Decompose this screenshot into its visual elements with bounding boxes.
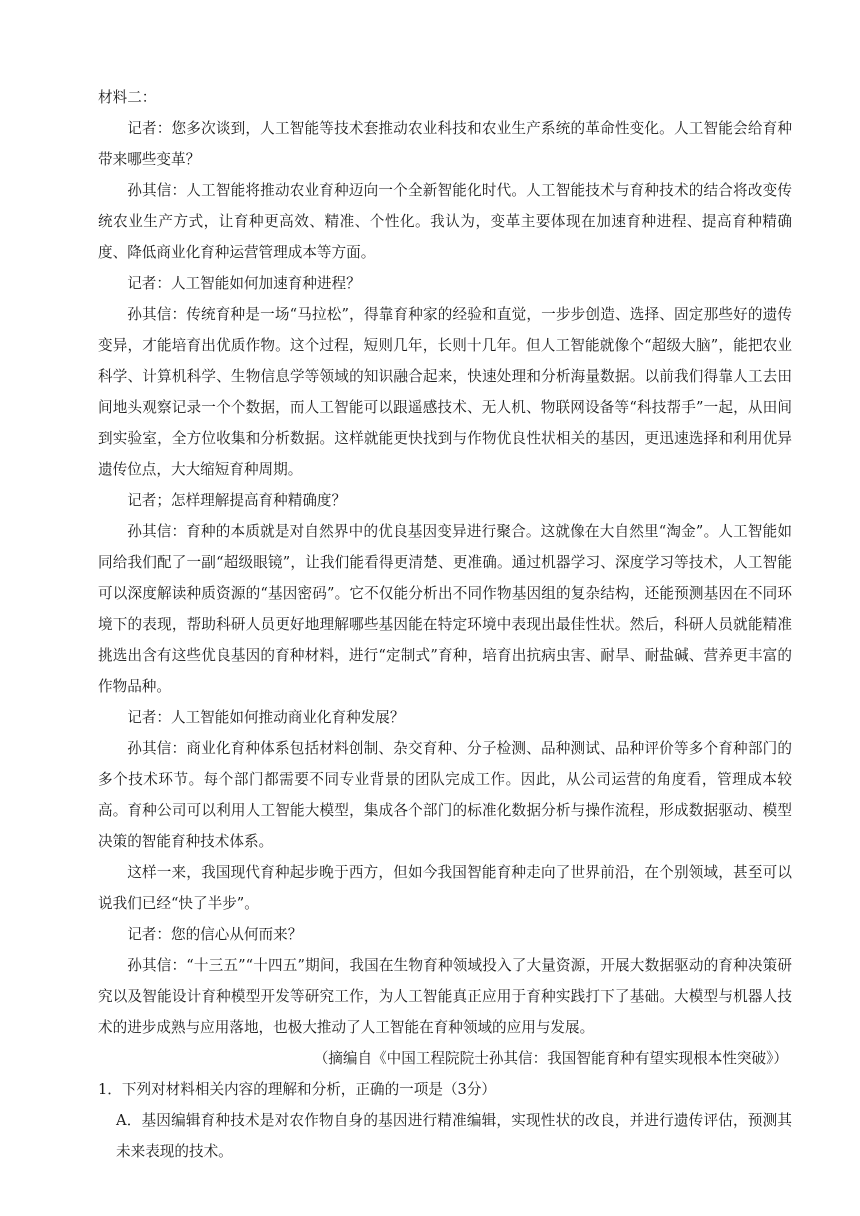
paragraph: 记者；怎样理解提高育种精确度？ (127, 492, 347, 509)
question-1: 1．下列对材料相关内容的理解和分析，正确的一项是（3分） (98, 1081, 497, 1098)
paragraph: 孙其信：人工智能将推动农业育种迈向一个全新智能化时代。人工智能技术与育种技术的结合将改变传统农业生产方式，让育种更高效、精准、个性化。我认为，变革主要体现在加速育种进程、提高育种精确度、降低商业化育种运营管理成本等方面。 (98, 182, 792, 261)
paragraph: 这样一来，我国现代育种起步晚于西方，但如今我国智能育种走向了世界前沿，在个别领域，甚至可以说我们已经“快了半步”。 (98, 864, 792, 912)
paragraph: 记者：您的信心从何而来？ (127, 926, 303, 943)
paragraph: 记者：人工智能如何推动商业化育种发展？ (127, 709, 405, 726)
paragraph: 孙其信：传统育种是一场“马拉松”，得靠育种家的经验和直觉，一步步创造、选择、固定那些好的遗传变异，才能培育出优质作物。这个过程，短则几年，长则十几年。但人工智能就像个“超级大脑”，能把农业科学、计算机科学、生物信息学等领域的知识融合起来，快速处理和分析海量数据。以前我们得靠人工去田间地头观察记录一个个数据，而人工智能可以跟遥感技术、无人机、物联网设备等“科技帮手”一起，从田间到实验室，全方位收集和分析数据。这样就能更快找到与作物优良性状相关的基因，更迅速选择和利用优异遗传位点，大大缩短育种周期。 (98, 306, 792, 478)
material-heading: 材料二： (98, 89, 157, 106)
paragraph: 孙其信：育种的本质就是对自然界中的优良基因变异进行聚合。这就像在大自然里“淘金”。人工智能如同给我们配了一副“超级眼镜”，让我们能看得更清楚、更准确。通过机器学习、深度学习等技术，人工智能可以深度解读种质资源的“基因密码”。它不仅能分析出不同作物基因组的复杂结构，还能预测基因在不同环境下的表现，帮助科研人员更好地理解哪些基因能在特定环境中表现出最佳性状。然后，科研人员就能精准挑选出含有这些优良基因的育种材料，进行“定制式”育种，培育出抗病虫害、耐旱、耐盐碱、营养更丰富的作物品种。 (98, 523, 792, 695)
document-page (98, 82, 792, 1167)
option-a: A．基因编辑育种技术是对农作物自身的基因进行精准编辑，实现性状的改良，并进行遗传评估，预测其未来表现的技术。 (116, 1112, 792, 1160)
paragraph: 记者：您多次谈到，人工智能等技术套推动农业科技和农业生产系统的革命性变化。人工智能会给育种带来哪些变革？ (98, 120, 792, 168)
paragraph: 记者：人工智能如何加速育种进程？ (127, 275, 361, 292)
paragraph: 孙其信：商业化育种体系包括材料创制、杂交育种、分子检测、品种测试、品种评价等多个育种部门的多个技术环节。每个部门都需要不同专业背景的团队完成工作。因此，从公司运营的角度看，管理成本较高。育种公司可以利用人工智能大模型，集成各个部门的标准化数据分析与操作流程，形成数据驱动、模型决策的智能育种技术体系。 (98, 740, 792, 850)
paragraph: 孙其信：“十三五”“十四五”期间，我国在生物育种领域投入了大量资源，开展大数据驱动的育种决策研究以及智能设计育种模型开发等研究工作，为人工智能真正应用于育种实践打下了基础。大模型与机器人技术的进步成熟与应用落地，也极大推动了人工智能在育种领域的应用与发展。 (98, 957, 792, 1036)
source-citation: （摘编自《中国工程院院士孙其信：我国智能育种有望实现根本性突破》） (313, 1050, 788, 1067)
